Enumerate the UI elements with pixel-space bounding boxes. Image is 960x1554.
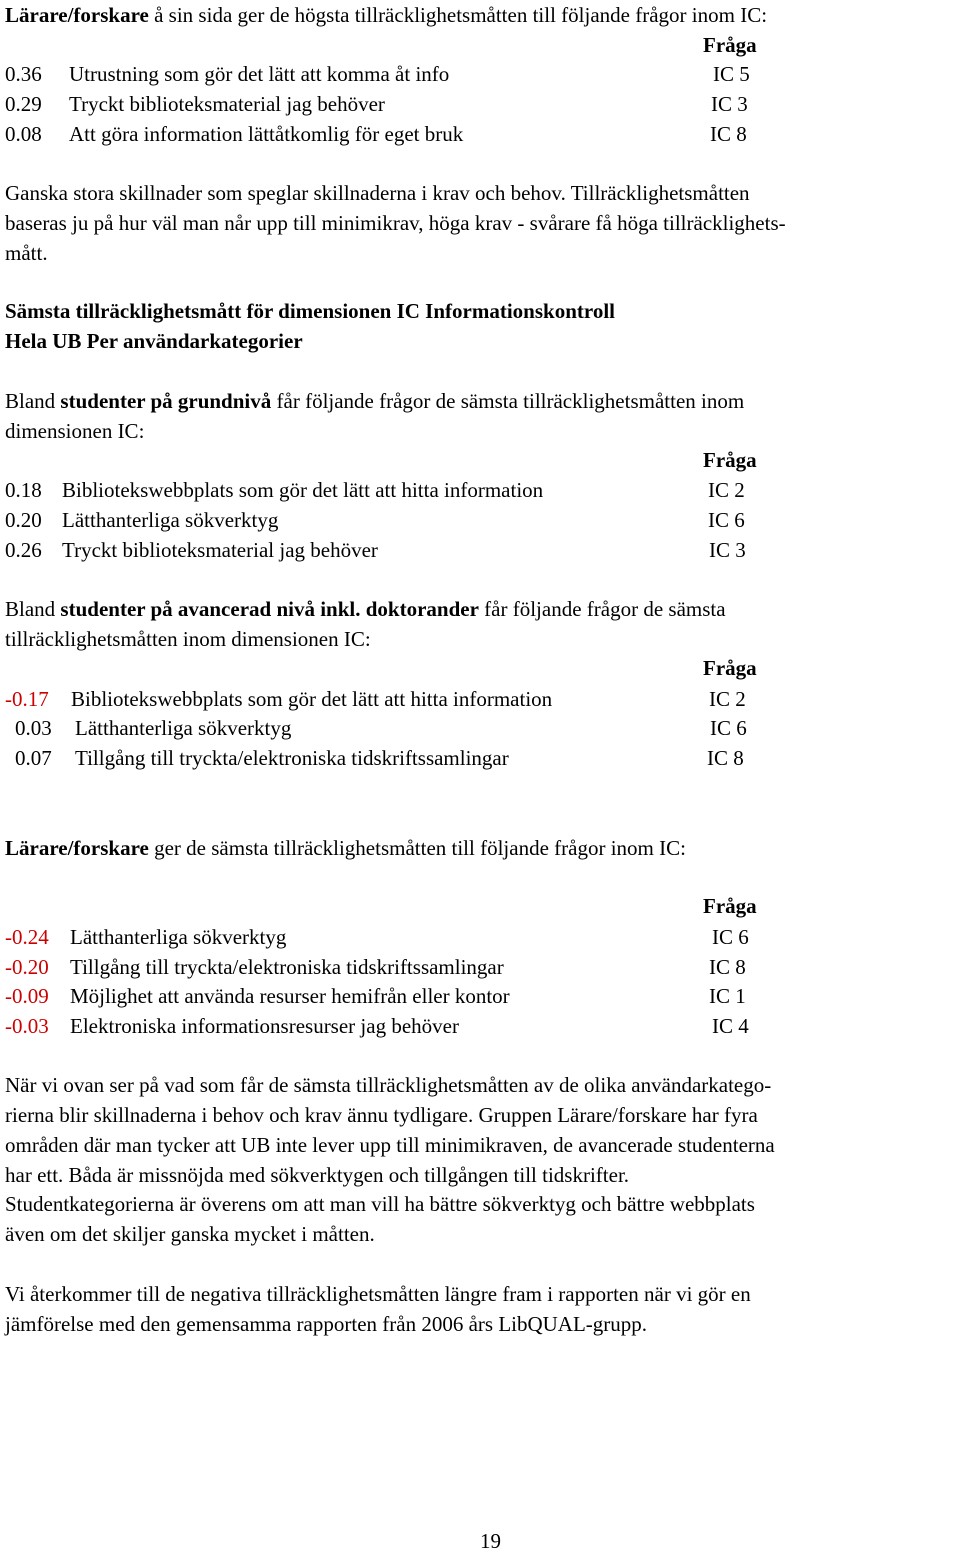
score-value: 0.03 xyxy=(15,716,52,740)
para3-line-2: jämförelse med den gemensamma rapporten från 2006 års LibQUAL-grupp. xyxy=(5,1312,648,1336)
undergrad-post: får följande frågor de sämsta tillräcklighetsmåtten inom xyxy=(276,389,745,413)
faculty-row-3 xyxy=(5,983,805,1009)
advanced-intro-line-2: tillräcklighetsmåtten inom dimensionen IC: xyxy=(5,627,371,651)
ic-code: IC 1 xyxy=(709,984,746,1008)
score-value: 0.07 xyxy=(15,746,52,770)
score-value: 0.08 xyxy=(5,122,42,146)
section-heading-2: Hela UB Per användarkategorier xyxy=(5,329,303,353)
question-text: Elektroniska informationsresurser jag behöver xyxy=(70,1014,459,1038)
score-value: 0.36 xyxy=(5,62,42,86)
question-text: Bibliotekswebbplats som gör det lätt att hitta information xyxy=(71,687,553,711)
intro-lead: Lärare/forskare xyxy=(5,3,149,27)
faculty-row-1 xyxy=(5,924,805,950)
faculty-group: Lärare/forskare xyxy=(5,836,149,860)
para2-line-4: har ett. Båda är missnöjda med sökverktygen och tillgången till tidskrifter. xyxy=(5,1163,630,1187)
score-value: -0.20 xyxy=(5,955,49,979)
advanced-group: studenter på avancerad nivå inkl. doktorander xyxy=(60,597,479,621)
score-value: -0.03 xyxy=(5,1014,49,1038)
para3-line-1: Vi återkommer till de negativa tillräcklighetsmåtten längre fram i rapporten när vi gör en xyxy=(5,1282,751,1306)
score-value: 0.29 xyxy=(5,92,42,116)
question-text: Möjlighet att använda resurser hemifrån eller kontor xyxy=(70,984,510,1008)
ic-code: IC 2 xyxy=(708,478,745,502)
advanced-row-3 xyxy=(5,745,805,771)
intro-row-1 xyxy=(5,61,805,87)
undergrad-row-3 xyxy=(5,537,805,563)
question-text: Tillgång till tryckta/elektroniska tidskriftssamlingar xyxy=(75,746,509,770)
score-value: -0.09 xyxy=(5,984,49,1008)
undergrad-row-2 xyxy=(5,507,805,533)
ic-code: IC 6 xyxy=(712,925,749,949)
ic-code: IC 3 xyxy=(711,92,748,116)
advanced-pre: Bland xyxy=(5,597,56,621)
question-text: Tryckt biblioteksmaterial jag behöver xyxy=(62,538,378,562)
section-heading-1: Sämsta tillräcklighetsmått för dimensionen IC Informationskontroll xyxy=(5,299,615,323)
faculty-text: ger de sämsta tillräcklighetsmåtten till följande frågor inom IC: xyxy=(154,836,686,860)
advanced-row-1 xyxy=(5,686,805,712)
question-text: Tryckt biblioteksmaterial jag behöver xyxy=(69,92,385,116)
ic-code: IC 2 xyxy=(709,687,746,711)
faculty-intro-line xyxy=(5,835,686,861)
advanced-post: får följande frågor de sämsta xyxy=(484,597,726,621)
ic-code: IC 8 xyxy=(707,746,744,770)
intro-row-3 xyxy=(5,121,805,147)
undergrad-intro-line-2: dimensionen IC: xyxy=(5,419,145,443)
ic-code: IC 6 xyxy=(710,716,747,740)
undergrad-group: studenter på grundnivå xyxy=(60,389,272,413)
intro-text: å sin sida ger de högsta tillräcklighetsmåtten till följande frågor inom IC: xyxy=(154,3,768,27)
para2-line-3: områden där man tycker att UB inte lever upp till minimikraven, de avancerade studenterna xyxy=(5,1133,775,1157)
ic-code: IC 8 xyxy=(710,122,747,146)
question-text: Bibliotekswebbplats som gör det lätt att hitta information xyxy=(62,478,544,502)
ic-code: IC 4 xyxy=(712,1014,749,1038)
para2-line-2: rierna blir skillnaderna i behov och krav ännu tydligare. Gruppen Lärare/forskare har fyra xyxy=(5,1103,758,1127)
advanced-question-header: Fråga xyxy=(703,656,757,680)
page-number: 19 xyxy=(480,1529,501,1553)
score-value: 0.26 xyxy=(5,538,42,562)
question-text: Lätthanterliga sökverktyg xyxy=(62,508,279,532)
question-text: Lätthanterliga sökverktyg xyxy=(70,925,287,949)
undergrad-question-header: Fråga xyxy=(703,448,757,472)
para2-line-1: När vi ovan ser på vad som får de sämsta tillräcklighetsmåtten av de olika användarkatego- xyxy=(5,1073,772,1097)
ic-code: IC 3 xyxy=(709,538,746,562)
score-value: 0.18 xyxy=(5,478,42,502)
intro-line xyxy=(5,2,767,28)
faculty-row-4 xyxy=(5,1013,805,1039)
para2-line-6: även om det skiljer ganska mycket i måtten. xyxy=(5,1222,375,1246)
ic-code: IC 8 xyxy=(709,955,746,979)
question-text: Att göra information lättåtkomlig för eget bruk xyxy=(69,122,464,146)
intro-question-header: Fråga xyxy=(703,33,757,57)
para1-line-2: baseras ju på hur väl man når upp till minimikrav, höga krav - svårare få höga tillräcklighets- xyxy=(5,211,786,235)
score-value: -0.17 xyxy=(5,687,49,711)
ic-code: IC 5 xyxy=(713,62,750,86)
undergrad-intro-line-1 xyxy=(5,388,744,414)
question-text: Lätthanterliga sökverktyg xyxy=(75,716,292,740)
advanced-row-2 xyxy=(5,715,805,741)
para1-line-1: Ganska stora skillnader som speglar skillnaderna i krav och behov. Tillräcklighetsmåtten xyxy=(5,181,750,205)
question-text: Utrustning som gör det lätt att komma åt info xyxy=(69,62,450,86)
undergrad-pre: Bland xyxy=(5,389,56,413)
ic-code: IC 6 xyxy=(708,508,745,532)
score-value: -0.24 xyxy=(5,925,49,949)
undergrad-row-1 xyxy=(5,477,805,503)
score-value: 0.20 xyxy=(5,508,42,532)
faculty-question-header: Fråga xyxy=(703,894,757,918)
para1-line-3: mått. xyxy=(5,241,48,265)
intro-row-2 xyxy=(5,91,805,117)
question-text: Tillgång till tryckta/elektroniska tidskriftssamlingar xyxy=(70,955,504,979)
faculty-row-2 xyxy=(5,954,805,980)
para2-line-5: Studentkategorierna är överens om att man vill ha bättre sökverktyg och bättre webbplats xyxy=(5,1192,755,1216)
advanced-intro-line-1 xyxy=(5,596,726,622)
